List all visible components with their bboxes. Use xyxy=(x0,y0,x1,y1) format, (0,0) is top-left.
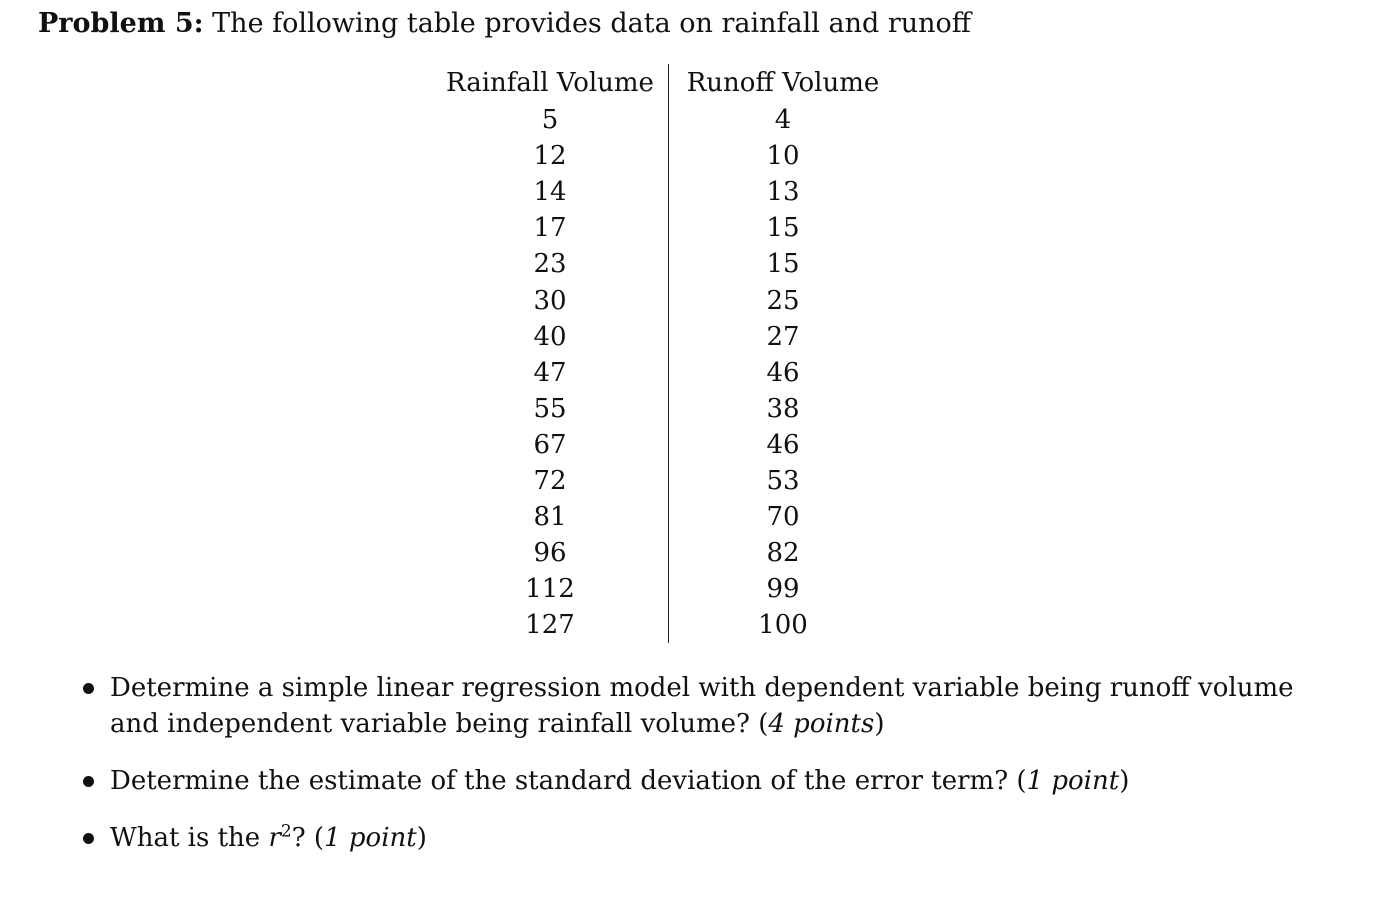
runoff-cell: 38 xyxy=(766,393,800,424)
question-item-regression-model: Determine a simple linear regression model with dependent variable being runoff volume and independent variable being rainfall volume? (4 points) xyxy=(80,670,1340,742)
question-text: Determine a simple linear regression model with dependent variable being runoff volume and independent variable being rainfall volume? xyxy=(110,673,1294,739)
table-body xyxy=(440,102,889,643)
table-row xyxy=(440,427,889,463)
runoff-cell: 46 xyxy=(766,357,800,388)
rainfall-cell: 5 xyxy=(440,102,669,138)
bullet-icon xyxy=(83,776,94,787)
question-points: 4 points xyxy=(768,709,875,739)
table-row xyxy=(440,138,889,174)
table-row xyxy=(440,210,889,246)
rainfall-cell: 96 xyxy=(440,535,669,571)
question-text: What is the xyxy=(110,823,261,853)
r-variable: r xyxy=(268,823,281,853)
runoff-cell: 25 xyxy=(766,285,800,316)
table-row xyxy=(440,499,889,535)
rainfall-cell: 127 xyxy=(440,607,669,643)
runoff-cell: 4 xyxy=(774,105,792,136)
rainfall-cell: 81 xyxy=(440,499,669,535)
runoff-cell: 82 xyxy=(766,538,800,569)
rainfall-cell: 72 xyxy=(440,463,669,499)
question-points: 1 point xyxy=(1026,766,1120,796)
runoff-cell: 46 xyxy=(766,429,800,460)
rainfall-cell: 23 xyxy=(440,246,669,282)
table-row xyxy=(440,535,889,571)
table-row xyxy=(440,174,889,210)
problem-heading xyxy=(38,6,971,42)
table-row xyxy=(440,391,889,427)
rainfall-cell: 55 xyxy=(440,391,669,427)
question-mark: ? xyxy=(291,823,306,853)
rainfall-cell: 112 xyxy=(440,571,669,607)
runoff-cell: 13 xyxy=(766,177,800,208)
table-row xyxy=(440,246,889,282)
bullet-icon xyxy=(83,833,94,844)
question-list xyxy=(80,670,1340,877)
rainfall-cell: 14 xyxy=(440,174,669,210)
question-item-r-squared: What is the $r^2$? (1 point) xyxy=(80,820,1340,856)
runoff-cell: 15 xyxy=(766,249,800,280)
bullet-icon xyxy=(83,683,94,694)
table-header-row xyxy=(440,64,889,102)
rainfall-cell: 17 xyxy=(440,210,669,246)
question-text: Determine the estimate of the standard deviation of the error term? xyxy=(110,766,1009,796)
runoff-cell: 27 xyxy=(766,321,800,352)
table-row xyxy=(440,319,889,355)
question-item-error-std-dev: Determine the estimate of the standard deviation of the error term? (1 point) xyxy=(80,763,1340,799)
rainfall-cell: 67 xyxy=(440,427,669,463)
header-runoff-volume: Runoff Volume xyxy=(686,68,880,98)
runoff-cell: 99 xyxy=(766,574,800,605)
runoff-cell: 15 xyxy=(766,213,800,244)
rainfall-cell: 12 xyxy=(440,138,669,174)
table-row xyxy=(440,463,889,499)
header-rainfall-volume: Rainfall Volume xyxy=(440,64,669,102)
question-points: 1 point xyxy=(324,823,417,853)
runoff-cell: 10 xyxy=(766,141,800,172)
rainfall-runoff-table xyxy=(440,64,889,643)
table-row xyxy=(440,282,889,318)
r-exponent: 2 xyxy=(280,821,292,842)
table-row xyxy=(440,102,889,138)
table-row xyxy=(440,607,889,643)
runoff-cell: 70 xyxy=(766,502,800,533)
table-row xyxy=(440,571,889,607)
rainfall-cell: 30 xyxy=(440,282,669,318)
problem-label: Problem 5: xyxy=(38,8,204,39)
rainfall-cell: 40 xyxy=(440,319,669,355)
table-row xyxy=(440,355,889,391)
rainfall-cell: 47 xyxy=(440,355,669,391)
problem-intro: The following table provides data on rainfall and runoff xyxy=(212,8,971,39)
runoff-cell: 100 xyxy=(758,610,808,641)
runoff-cell: 53 xyxy=(766,465,800,496)
